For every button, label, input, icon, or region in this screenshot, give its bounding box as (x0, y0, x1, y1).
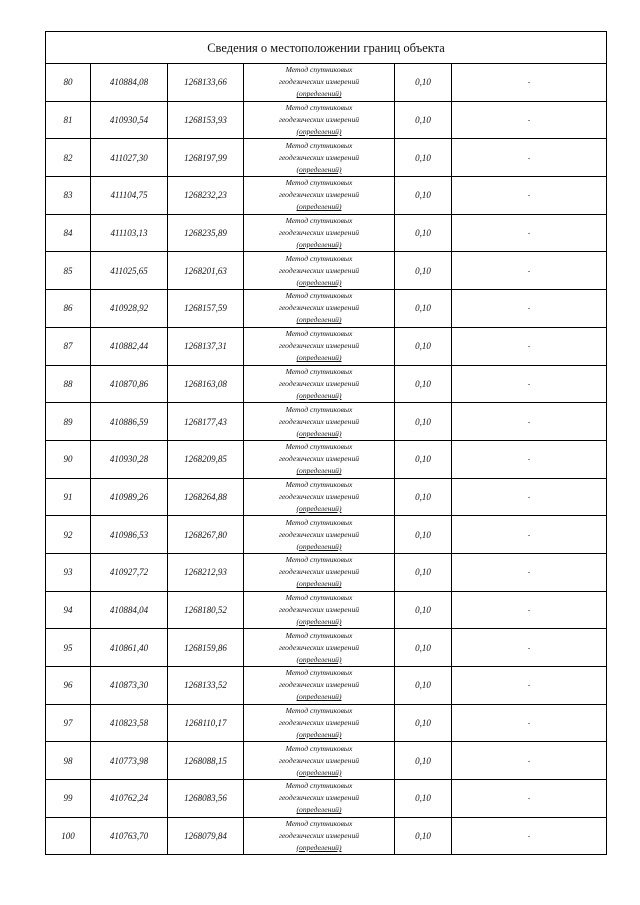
point-number-cell: 86 (46, 290, 91, 328)
point-number-cell: 82 (46, 139, 91, 177)
coordinate-x-cell: 410986,53 (91, 516, 168, 554)
method-line: (определений) (296, 616, 342, 626)
accuracy-cell: 0,10 (395, 704, 452, 742)
coordinate-y-cell: 1268137,31 (168, 327, 244, 365)
method-line: геодезических измерений (278, 529, 360, 539)
method-line: (определений) (296, 767, 342, 777)
coordinate-y-cell: 1268163,08 (168, 365, 244, 403)
coordinate-x-cell: 410763,70 (91, 817, 168, 855)
note-cell: - (452, 780, 607, 818)
coordinate-y-cell: 1268267,80 (168, 516, 244, 554)
point-number-cell: 90 (46, 440, 91, 478)
table-row (46, 252, 607, 290)
table-row (46, 516, 607, 554)
method-line: Метод спутниковых (285, 178, 353, 188)
method-line: (определений) (296, 541, 342, 551)
method-line: Метод спутниковых (285, 329, 353, 339)
accuracy-cell: 0,10 (395, 139, 452, 177)
point-number-cell: 94 (46, 591, 91, 629)
method-line: Метод спутниковых (285, 404, 353, 414)
note-cell: - (452, 214, 607, 252)
point-number-cell: 100 (46, 817, 91, 855)
method-line: (определений) (296, 89, 342, 99)
note-cell: - (452, 704, 607, 742)
table-row (46, 742, 607, 780)
coordinate-x-cell: 410884,08 (91, 64, 168, 102)
table-row (46, 704, 607, 742)
method-line: Метод спутниковых (285, 819, 353, 829)
method-line: (определений) (296, 843, 342, 853)
method-line: (определений) (296, 390, 342, 400)
method-line: геодезических измерений (278, 680, 360, 690)
table-row (46, 629, 607, 667)
method-line: Метод спутниковых (285, 442, 353, 452)
method-line: геодезических измерений (278, 718, 360, 728)
method-cell (244, 139, 395, 177)
coordinate-y-cell: 1268264,88 (168, 478, 244, 516)
note-cell: - (452, 440, 607, 478)
coordinate-y-cell: 1268153,93 (168, 101, 244, 139)
method-line: геодезических измерений (278, 454, 360, 464)
method-line: (определений) (296, 692, 342, 702)
accuracy-cell: 0,10 (395, 64, 452, 102)
point-number-cell: 84 (46, 214, 91, 252)
method-line: (определений) (296, 805, 342, 815)
method-line: геодезических измерений (278, 115, 360, 125)
method-cell (244, 817, 395, 855)
method-line: геодезических измерений (278, 265, 360, 275)
method-cell (244, 478, 395, 516)
note-cell: - (452, 327, 607, 365)
method-line: (определений) (296, 503, 342, 513)
method-line: геодезических измерений (278, 378, 360, 388)
note-cell: - (452, 403, 607, 441)
method-line: (определений) (296, 202, 342, 212)
table-row (46, 591, 607, 629)
coordinate-x-cell: 410773,98 (91, 742, 168, 780)
method-line: геодезических измерений (278, 190, 360, 200)
coordinate-x-cell: 410928,92 (91, 290, 168, 328)
table-row (46, 440, 607, 478)
coordinate-x-cell: 410989,26 (91, 478, 168, 516)
coordinate-y-cell: 1268088,15 (168, 742, 244, 780)
method-cell (244, 290, 395, 328)
accuracy-cell: 0,10 (395, 214, 452, 252)
coordinate-y-cell: 1268110,17 (168, 704, 244, 742)
coordinate-y-cell: 1268235,89 (168, 214, 244, 252)
point-number-cell: 92 (46, 516, 91, 554)
method-line: геодезических измерений (278, 642, 360, 652)
method-line: (определений) (296, 579, 342, 589)
note-cell: - (452, 478, 607, 516)
point-number-cell: 89 (46, 403, 91, 441)
accuracy-cell: 0,10 (395, 365, 452, 403)
table-row (46, 101, 607, 139)
coordinate-x-cell: 410873,30 (91, 667, 168, 705)
method-line: геодезических измерений (278, 567, 360, 577)
coordinate-y-cell: 1268177,43 (168, 403, 244, 441)
point-number-cell: 80 (46, 64, 91, 102)
point-number-cell: 99 (46, 780, 91, 818)
method-line: Метод спутниковых (285, 140, 353, 150)
coordinate-x-cell: 410762,24 (91, 780, 168, 818)
method-line: (определений) (296, 730, 342, 740)
point-number-cell: 95 (46, 629, 91, 667)
method-cell (244, 704, 395, 742)
method-cell (244, 742, 395, 780)
boundary-table-page (45, 31, 606, 855)
method-line: геодезических измерений (278, 152, 360, 162)
method-line: геодезических измерений (278, 77, 360, 87)
coordinate-x-cell: 410886,59 (91, 403, 168, 441)
method-line: Метод спутниковых (285, 743, 353, 753)
point-number-cell: 85 (46, 252, 91, 290)
method-line: Метод спутниковых (285, 706, 353, 716)
note-cell: - (452, 742, 607, 780)
accuracy-cell: 0,10 (395, 591, 452, 629)
coordinate-y-cell: 1268133,52 (168, 667, 244, 705)
method-line: Метод спутниковых (285, 65, 353, 75)
coordinate-y-cell: 1268157,59 (168, 290, 244, 328)
table-row (46, 817, 607, 855)
method-line: геодезических измерений (278, 341, 360, 351)
coordinate-y-cell: 1268212,93 (168, 553, 244, 591)
coordinate-y-cell: 1268133,66 (168, 64, 244, 102)
accuracy-cell: 0,10 (395, 101, 452, 139)
point-number-cell: 91 (46, 478, 91, 516)
method-line: Метод спутниковых (285, 668, 353, 678)
method-cell (244, 629, 395, 667)
coordinate-x-cell: 410930,28 (91, 440, 168, 478)
coordinate-x-cell: 410930,54 (91, 101, 168, 139)
method-line: Метод спутниковых (285, 555, 353, 565)
note-cell: - (452, 817, 607, 855)
table-row (46, 553, 607, 591)
accuracy-cell: 0,10 (395, 403, 452, 441)
method-line: Метод спутниковых (285, 479, 353, 489)
coordinate-x-cell: 410861,40 (91, 629, 168, 667)
table-row (46, 365, 607, 403)
table-row (46, 327, 607, 365)
method-cell (244, 101, 395, 139)
method-cell (244, 64, 395, 102)
method-line: Метод спутниковых (285, 781, 353, 791)
method-line: Метод спутниковых (285, 592, 353, 602)
point-number-cell: 81 (46, 101, 91, 139)
note-cell: - (452, 553, 607, 591)
accuracy-cell: 0,10 (395, 629, 452, 667)
method-cell (244, 214, 395, 252)
coordinate-x-cell: 411027,30 (91, 139, 168, 177)
coordinate-y-cell: 1268079,84 (168, 817, 244, 855)
boundary-coordinates-table (45, 31, 607, 855)
method-cell (244, 780, 395, 818)
method-line: геодезических измерений (278, 303, 360, 313)
point-number-cell: 97 (46, 704, 91, 742)
method-cell (244, 403, 395, 441)
point-number-cell: 87 (46, 327, 91, 365)
method-line: геодезических измерений (278, 755, 360, 765)
coordinate-x-cell: 411103,13 (91, 214, 168, 252)
note-cell: - (452, 252, 607, 290)
accuracy-cell: 0,10 (395, 742, 452, 780)
note-cell: - (452, 629, 607, 667)
method-cell (244, 591, 395, 629)
table-row (46, 214, 607, 252)
method-line: геодезических измерений (278, 793, 360, 803)
method-cell (244, 667, 395, 705)
coordinate-x-cell: 411025,65 (91, 252, 168, 290)
method-line: геодезических измерений (278, 831, 360, 841)
note-cell: - (452, 591, 607, 629)
coordinate-x-cell: 410870,86 (91, 365, 168, 403)
coordinate-x-cell: 411104,75 (91, 177, 168, 215)
method-cell (244, 365, 395, 403)
method-cell (244, 516, 395, 554)
method-line: Метод спутниковых (285, 291, 353, 301)
method-cell (244, 327, 395, 365)
method-line: (определений) (296, 277, 342, 287)
coordinate-y-cell: 1268180,52 (168, 591, 244, 629)
method-line: (определений) (296, 466, 342, 476)
method-line: Метод спутниковых (285, 630, 353, 640)
table-row (46, 290, 607, 328)
coordinate-y-cell: 1268197,99 (168, 139, 244, 177)
accuracy-cell: 0,10 (395, 553, 452, 591)
note-cell: - (452, 290, 607, 328)
method-line: Метод спутниковых (285, 517, 353, 527)
coordinate-y-cell: 1268201,63 (168, 252, 244, 290)
method-line: (определений) (296, 164, 342, 174)
table-row (46, 403, 607, 441)
coordinate-x-cell: 410882,44 (91, 327, 168, 365)
method-line: (определений) (296, 353, 342, 363)
accuracy-cell: 0,10 (395, 290, 452, 328)
accuracy-cell: 0,10 (395, 780, 452, 818)
accuracy-cell: 0,10 (395, 177, 452, 215)
accuracy-cell: 0,10 (395, 440, 452, 478)
method-line: (определений) (296, 240, 342, 250)
method-line: (определений) (296, 654, 342, 664)
method-cell (244, 440, 395, 478)
method-cell (244, 252, 395, 290)
accuracy-cell: 0,10 (395, 516, 452, 554)
accuracy-cell: 0,10 (395, 327, 452, 365)
note-cell: - (452, 101, 607, 139)
point-number-cell: 88 (46, 365, 91, 403)
method-cell (244, 177, 395, 215)
point-number-cell: 93 (46, 553, 91, 591)
table-row (46, 64, 607, 102)
method-line: (определений) (296, 428, 342, 438)
method-line: (определений) (296, 315, 342, 325)
accuracy-cell: 0,10 (395, 478, 452, 516)
point-number-cell: 98 (46, 742, 91, 780)
table-row (46, 139, 607, 177)
coordinate-x-cell: 410927,72 (91, 553, 168, 591)
note-cell: - (452, 516, 607, 554)
note-cell: - (452, 64, 607, 102)
method-line: геодезических измерений (278, 416, 360, 426)
method-cell (244, 553, 395, 591)
method-line: Метод спутниковых (285, 216, 353, 226)
point-number-cell: 83 (46, 177, 91, 215)
method-line: геодезических измерений (278, 604, 360, 614)
accuracy-cell: 0,10 (395, 667, 452, 705)
coordinate-y-cell: 1268083,56 (168, 780, 244, 818)
coordinate-y-cell: 1268232,23 (168, 177, 244, 215)
method-line: (определений) (296, 127, 342, 137)
table-body (46, 64, 607, 855)
table-title: Сведения о местоположении границ объекта (46, 32, 607, 64)
method-line: геодезических измерений (278, 228, 360, 238)
note-cell: - (452, 667, 607, 705)
method-line: Метод спутниковых (285, 366, 353, 376)
coordinate-x-cell: 410823,58 (91, 704, 168, 742)
coordinate-y-cell: 1268209,85 (168, 440, 244, 478)
method-line: Метод спутниковых (285, 253, 353, 263)
table-row (46, 667, 607, 705)
accuracy-cell: 0,10 (395, 252, 452, 290)
table-row (46, 177, 607, 215)
table-row (46, 780, 607, 818)
note-cell: - (452, 139, 607, 177)
note-cell: - (452, 365, 607, 403)
table-row (46, 478, 607, 516)
note-cell: - (452, 177, 607, 215)
accuracy-cell: 0,10 (395, 817, 452, 855)
method-line: геодезических измерений (278, 491, 360, 501)
coordinate-x-cell: 410884,04 (91, 591, 168, 629)
coordinate-y-cell: 1268159,86 (168, 629, 244, 667)
method-line: Метод спутниковых (285, 103, 353, 113)
point-number-cell: 96 (46, 667, 91, 705)
